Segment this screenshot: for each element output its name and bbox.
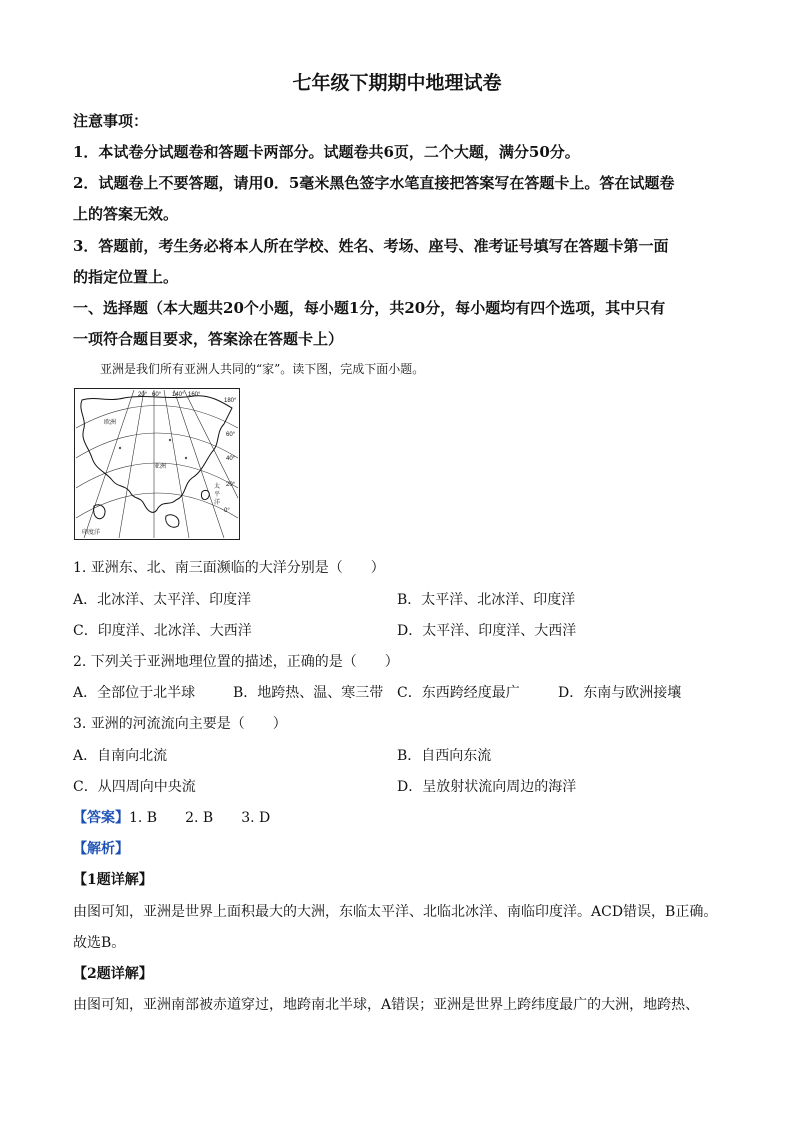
notice-line-5: 的指定位置上。: [73, 268, 179, 286]
map-label-lat1: 180°: [224, 398, 237, 404]
q3-option-c: C．从四周向中央流: [73, 779, 196, 795]
answer-text: 1. B 2. B 3. D: [129, 810, 271, 826]
map-label-pacific-1: 太: [214, 484, 221, 490]
notice-heading: 注意事项：: [73, 112, 149, 130]
q2-option-d: D．东南与欧洲接壤: [558, 685, 682, 701]
map-label-indian: 印度洋: [82, 530, 101, 536]
map-label-lon2: 60°: [152, 392, 162, 398]
page-title: 七年级下期期中地理试卷: [292, 72, 502, 94]
map-label-lat3: 40°: [226, 456, 236, 462]
q3-option-d: D．呈放射状流向周边的海洋: [397, 779, 577, 795]
map-label-asia: 亚洲: [154, 464, 167, 470]
q1-option-b: B．太平洋、北冰洋、印度洋: [397, 592, 576, 608]
answer-line: [73, 807, 270, 827]
analysis-tag: 【解析】: [73, 841, 129, 857]
analysis-line: [73, 838, 129, 858]
map-label-pacific-3: 洋: [214, 500, 221, 506]
detail-1-line-2: 故选B。: [73, 935, 126, 951]
q1-option-d: D．太平洋、印度洋、大西洋: [397, 623, 577, 639]
question-intro: 亚洲是我们所有亚洲人共同的“家”。读下图，完成下面小题。: [100, 362, 425, 376]
notice-line-4: 3．答题前，考生务必将本人所在学校、姓名、考场、座号、准考证号填写在答题卡第一面: [73, 237, 669, 255]
q1-option-c: C．印度洋、北冰洋、大西洋: [73, 623, 252, 639]
notice-line-2: 2．试题卷上不要答题，请用0．5毫米黑色签字水笔直接把答案写在答题卡上。答在试题卷: [73, 174, 675, 192]
q1-stem: 1. 亚洲东、北、南三面濒临的大洋分别是（ ）: [73, 560, 385, 576]
map-label-lon4: 160°: [188, 392, 201, 398]
detail-1-heading: 【1题详解】: [73, 872, 153, 888]
answer-tag: 【答案】: [73, 810, 129, 826]
map-label-lon1: 20°: [138, 392, 148, 398]
q2-option-b: B．地跨热、温、寒三带: [233, 685, 384, 701]
map-label-lat5: 0°: [224, 508, 230, 514]
map-label-pacific-2: 平: [214, 492, 221, 498]
q3-option-a: A．自南向北流: [73, 748, 168, 764]
q2-option-a: A．全部位于北半球: [73, 685, 196, 701]
notice-line-3: 上的答案无效。: [73, 205, 179, 223]
map-label-lon3: 140°: [172, 392, 185, 398]
map-label-lat4: 20°: [226, 482, 236, 488]
q1-option-a: A．北冰洋、太平洋、印度洋: [73, 592, 252, 608]
map-label-lat2: 60°: [226, 432, 236, 438]
q2-stem: 2. 下列关于亚洲地理位置的描述，正确的是（ ）: [73, 654, 399, 670]
q2-option-c: C．东西跨经度最广: [397, 685, 520, 701]
q3-stem: 3. 亚洲的河流流向主要是（ ）: [73, 716, 287, 732]
detail-2-heading: 【2题详解】: [73, 966, 153, 982]
section-heading-2: 一项符合题目要求，答案涂在答题卡上）: [73, 330, 344, 348]
map-label-europe: 欧洲: [104, 420, 117, 426]
detail-2-line-1: 由图可知，亚洲南部被赤道穿过，地跨南北半球，A错误；亚洲是世界上跨纬度最广的大洲，地跨热、: [73, 997, 700, 1013]
notice-line-1: 1．本试卷分试题卷和答题卡两部分。试题卷共6页，二个大题，满分50分。: [73, 143, 580, 161]
detail-1-line-1: 由图可知，亚洲是世界上面积最大的大洲，东临太平洋、北临北冰洋、南临印度洋。ACD错误，B正确。: [73, 904, 718, 920]
section-heading-1: 一、选择题（本大题共20个小题，每小题1分，共20分，每小题均有四个选项，其中只有: [73, 299, 666, 317]
q3-option-b: B．自西向东流: [397, 748, 492, 764]
asia-map: [74, 388, 240, 540]
